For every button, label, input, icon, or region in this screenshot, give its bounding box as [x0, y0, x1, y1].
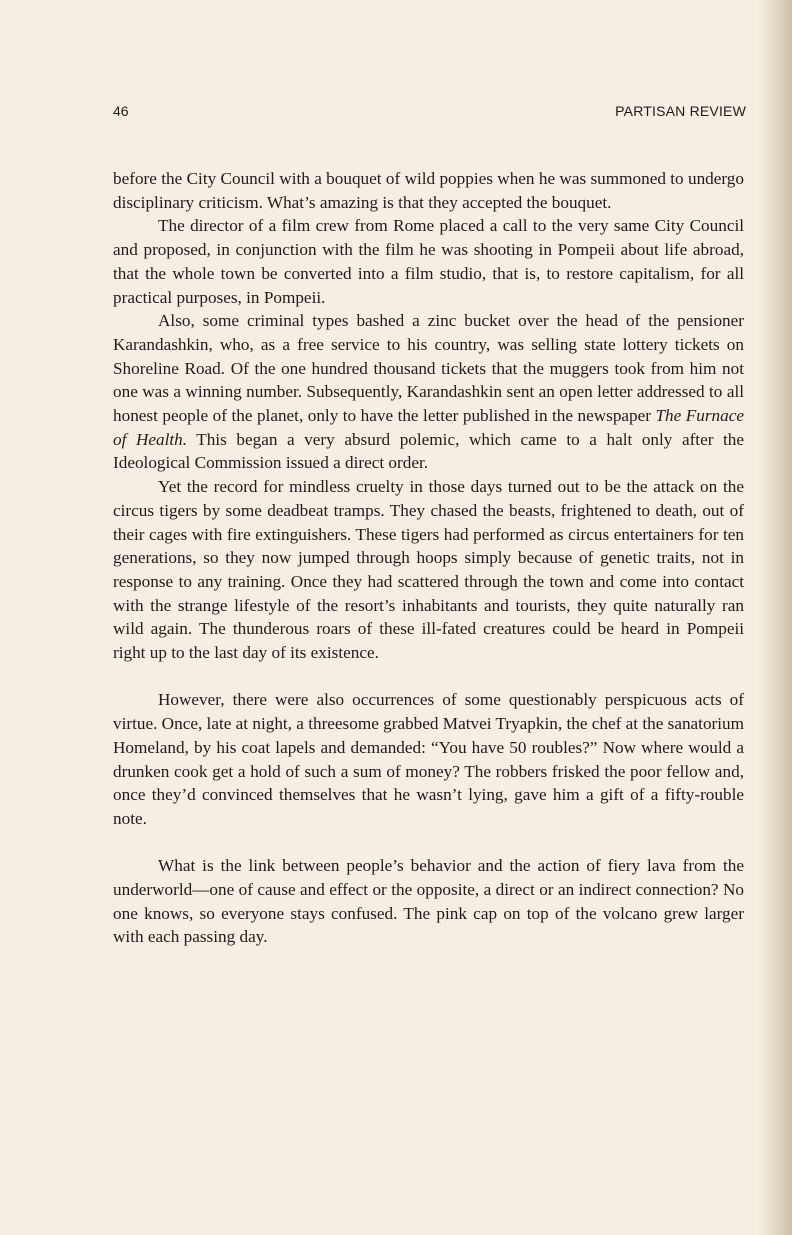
paragraph-6: What is the link between people’s behavior and the action of fiery lava from the underworld—one of cause and effect or the opposite, a direct or an indirect connection? No one knows, so everyone stays confused. The pink cap on top of the volcano grew larger with each passing day.: [113, 856, 744, 947]
newspaper-title: The Furnace of Health.: [113, 406, 744, 449]
body-text: [113, 167, 744, 949]
paragraph-4: Yet the record for mindless cruelty in those days turned out to be the attack on the circus tigers by some deadbeat tramps. They chased the beasts, frightened to death, out of their cages with fire extinguishers. These tigers had performed as circus entertainers for ten generations, so they now jumped through hoops simply because of genetic traits, not in response to any training. Once they had scattered through the town and come into contact with the strange lifestyle of the resort’s inhabitants and tourists, they quite naturally ran wild again. The thunderous roars of these ill-fated creatures could be heard in Pompeii right up to the last day of its existence.: [113, 477, 744, 663]
page-header: [113, 103, 746, 123]
paragraph-3-text-before: Also, some criminal types bashed a zinc bucket over the head of the pensioner Karandashkin, who, as a free service to his country, was selling state lottery tickets on Shoreline Road. Of the one hundred thousand tickets that the muggers took from him not one was a winning number. Subsequently, Karandashkin sent an open letter addressed to all honest people of the planet, only to have the letter published in the newspaper: [113, 311, 744, 426]
paragraph-3-text-after: This began a very absurd polemic, which came to a halt only after the Ideological Commission issued a direct order.: [113, 429, 744, 473]
paragraph-1: before the City Council with a bouquet of wild poppies when he was summoned to undergo disciplinary criticism. What’s amazing is that they accepted the bouquet.: [113, 169, 744, 212]
paragraph-5: However, there were also occurrences of some questionably perspicuous acts of virtue. Once, late at night, a threesome grabbed Matvei Tryapkin, the chef at the sanatorium Homeland, by his coat lapels and demanded: “You have 50 roubles?” Now where would a drunken cook get a hold of such a sum of money? The robbers frisked the poor fellow and, once they’d convinced themselves that he wasn’t lying, gave him a gift of a fifty-rouble note.: [113, 690, 744, 828]
running-title: PARTISAN REVIEW: [615, 103, 746, 119]
page-spine-shadow: [758, 0, 792, 1235]
paragraph-3: [113, 309, 744, 475]
paragraph-2: The director of a film crew from Rome placed a call to the very same City Council and proposed, in conjunction with the film he was shooting in Pompeii about life abroad, that the whole town be converted into a film studio, that is, to restore capitalism, for all practical purposes, in Pompeii.: [113, 216, 744, 307]
page-number: 46: [113, 103, 129, 119]
